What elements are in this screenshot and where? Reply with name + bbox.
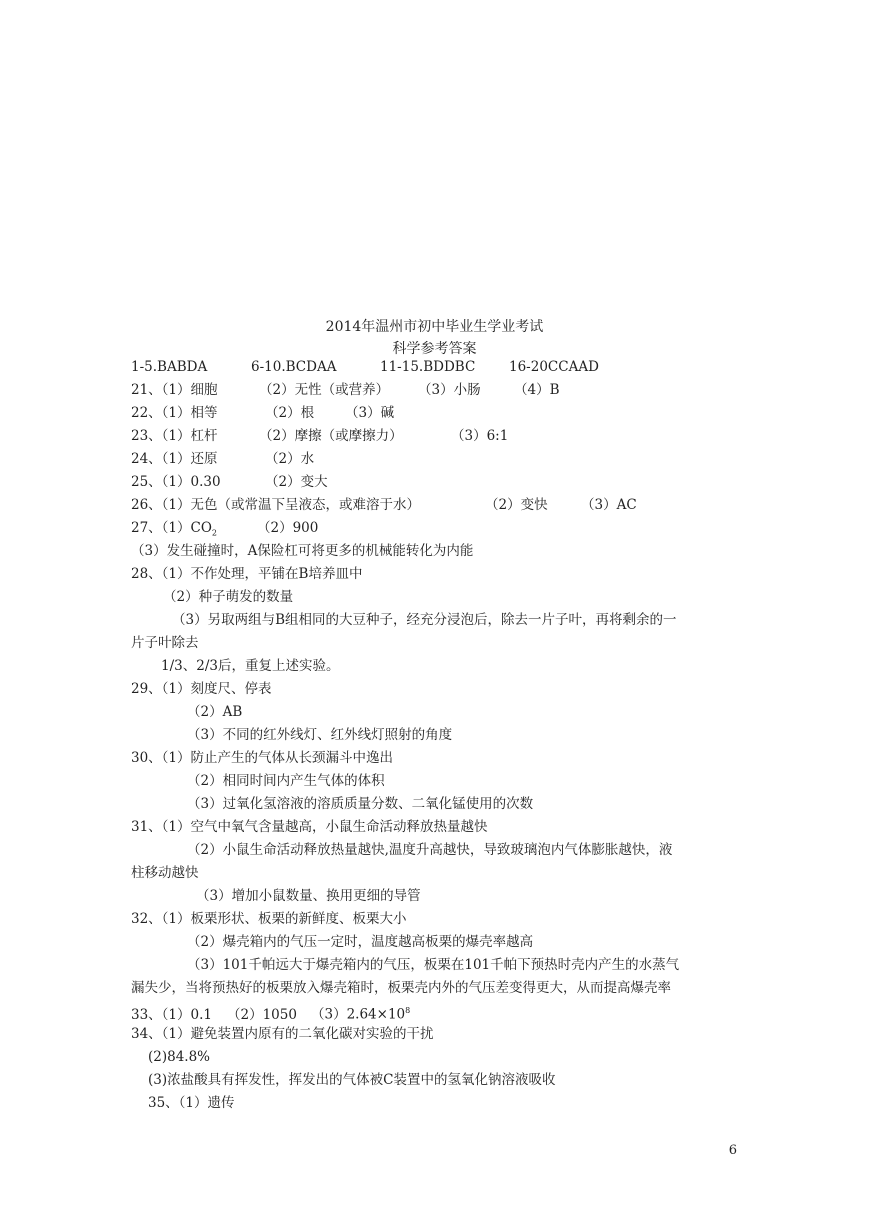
q21-part2: （2）无性（或营养） xyxy=(259,382,390,398)
q33-part2: （2）1050 xyxy=(227,1006,297,1023)
q21-part4: （4）B xyxy=(514,382,560,398)
answer-34-2: (2)84.8% xyxy=(148,1049,211,1065)
answer-25 xyxy=(131,472,328,492)
q27-part2: （2）900 xyxy=(257,520,319,536)
q33-part3: $(3)2.64\times 10^8$ xyxy=(311,1006,411,1023)
answer-27-3: （3）发生碰撞时，A保险杠可将更多的机械能转化为内能 xyxy=(131,543,474,559)
answer-30-2: （2）相同时间内产生气体的体积 xyxy=(187,773,385,789)
answer-30-3: （3）过氧化氢溶液的溶质质量分数、二氧化锰使用的次数 xyxy=(187,796,534,812)
answer-31-1: 31、（1）空气中氧气含量越高，小鼠生命活动释放热量越快 xyxy=(131,819,488,835)
q22-part2: （2）根 xyxy=(265,405,315,421)
answer-29-3: （3）不同的红外线灯、红外线灯照射的角度 xyxy=(187,727,453,743)
q21-part1: 21、（1）细胞 xyxy=(131,382,218,398)
answer-23 xyxy=(131,426,508,446)
q21-part3: （3）小肠 xyxy=(418,382,481,398)
q23-part3: （3）6:1 xyxy=(451,428,509,444)
q23-part2: （2）摩擦（或摩擦力） xyxy=(259,428,403,444)
mc-6-10: 6-10.BCDAA xyxy=(251,359,337,375)
answer-28-2: （2）种子萌发的数量 xyxy=(163,589,294,605)
answer-24 xyxy=(131,449,314,469)
answer-31-2-line2: 柱移动越快 xyxy=(131,865,199,881)
mc-16-20: 16-20CCAAD xyxy=(509,359,599,375)
answer-32-1: 32、（1）板栗形状、板栗的新鲜度、板栗大小 xyxy=(131,911,407,927)
q24-part2: （2）水 xyxy=(265,451,315,467)
q33-part1: 33、（1）0.1 xyxy=(131,1006,212,1023)
answer-35-1: 35、（1）遗传 xyxy=(148,1095,235,1111)
mc-1-5: 1-5.BABDA xyxy=(131,359,208,375)
q26-part1: 26、（1）无色（或常温下呈液态，或难溶于水） xyxy=(131,497,421,513)
answer-26 xyxy=(131,495,637,515)
q22-part1: 22、（1）相等 xyxy=(131,405,218,421)
answer-33 xyxy=(131,1001,410,1025)
q23-part1: 23、（1）杠杆 xyxy=(131,428,218,444)
q26-part2: （2）变快 xyxy=(485,497,548,513)
answer-29-1: 29、（1）刻度尺、停表 xyxy=(131,681,272,697)
answer-32-2: （2）爆壳箱内的气压一定时，温度越高板栗的爆壳率越高 xyxy=(187,934,534,950)
q24-part1: 24、（1）还原 xyxy=(131,451,218,467)
answer-28-1: 28、（1）不作处理，平铺在B培养皿中 xyxy=(131,566,363,582)
answer-22 xyxy=(131,403,394,423)
q22-part3: （3）碱 xyxy=(345,405,395,421)
answer-31-2-line1: （2）小鼠生命活动释放热量越快,温度升高越快，导致玻璃泡内气体膨胀越快，液 xyxy=(187,842,673,858)
q27-part1: 27、$(1)CO_2$ xyxy=(131,520,218,538)
answer-28-3-line3: 1/3、2/3后，重复上述实验。 xyxy=(161,658,340,674)
q25-part1: 25、（1）0.30 xyxy=(131,474,221,490)
answer-27 xyxy=(131,518,318,544)
q25-part2: （2）变大 xyxy=(265,474,328,490)
answer-30-1: 30、（1）防止产生的气体从长颈漏斗中逸出 xyxy=(131,750,394,766)
q26-part3: （3）AC xyxy=(581,497,637,513)
exam-subtitle: 科学参考答案 xyxy=(392,341,477,357)
answer-32-3-line2: 漏失少，当将预热好的板栗放入爆壳箱时，板栗壳内外的气压差变得更大，从而提高爆壳率 xyxy=(131,980,671,996)
answer-28-3-line2: 片子叶除去 xyxy=(131,635,199,651)
answer-28-3-line1: （3）另取两组与B组相同的大豆种子，经充分浸泡后，除去一片子叶，再将剩余的一 xyxy=(172,612,677,628)
multiple-choice-answers xyxy=(131,357,599,377)
mc-11-15: 11-15.BDDBC xyxy=(380,359,476,375)
page-number: 6 xyxy=(728,1143,737,1158)
answer-21 xyxy=(131,380,560,400)
answer-34-3: (3)浓盐酸具有挥发性，挥发出的气体被C装置中的氢氧化钠溶液吸收 xyxy=(148,1072,556,1088)
answer-32-3-line1: （3）101千帕远大于爆壳箱内的气压，板栗在101千帕下预热时壳内产生的水蒸气 xyxy=(187,957,680,973)
exam-title: 2014年温州市初中毕业生学业考试 xyxy=(325,319,544,335)
answer-31-3: （3）增加小鼠数量、换用更细的导管 xyxy=(196,888,421,904)
answer-34-1: 34、（1）避免装置内原有的二氧化碳对实验的干扰 xyxy=(131,1026,434,1042)
answer-29-2: （2）AB xyxy=(187,704,243,720)
